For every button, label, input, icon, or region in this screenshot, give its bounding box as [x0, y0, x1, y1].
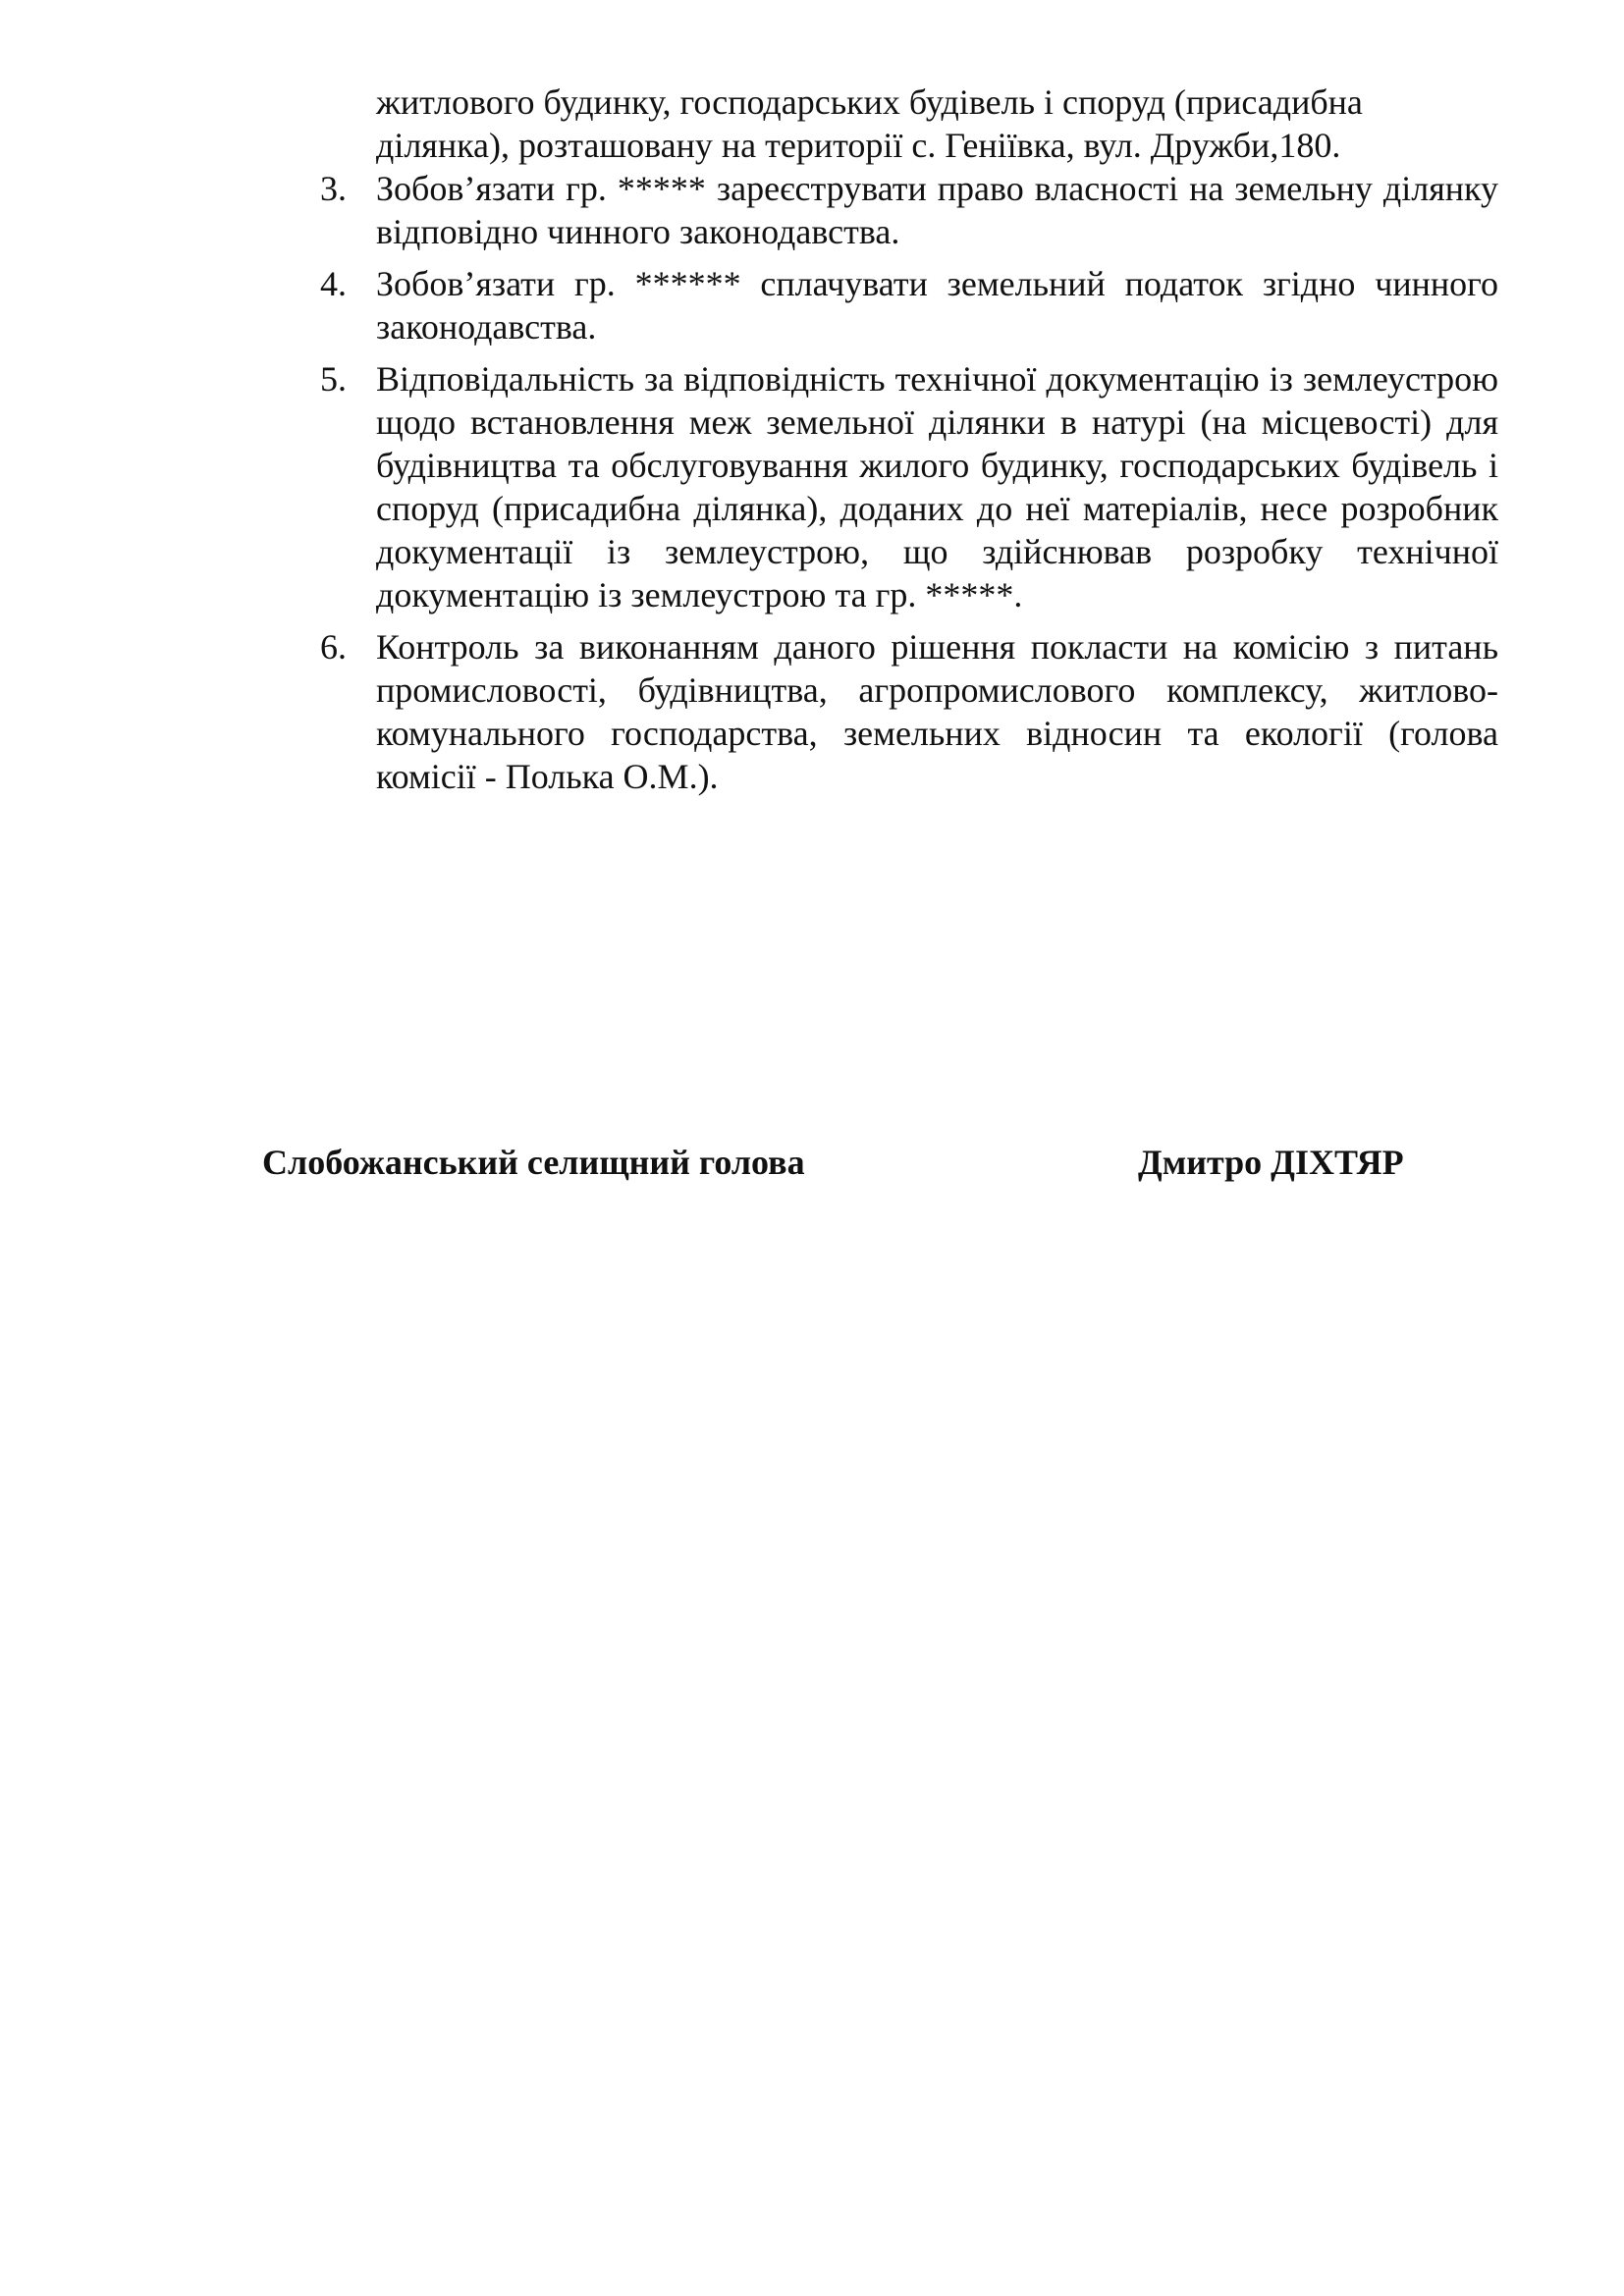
signatory-name: Дмитро ДІХТЯР	[1138, 1143, 1404, 1182]
item-number: 3.	[320, 169, 347, 208]
decision-item-4	[320, 262, 1498, 348]
item-number: 5.	[320, 359, 347, 399]
item-number: 6.	[320, 627, 347, 667]
item-text: Зобов’язати гр. ***** зареєструвати право власності на земельну ділянку відповідно чинного законодавства.	[376, 169, 1498, 251]
decision-item-5	[320, 357, 1498, 616]
signatory-position: Слобожанський селищний голова	[262, 1143, 805, 1182]
item-text: Відповідальність за відповідність технічної документацію із землеустрою щодо встановлення меж земельної ділянки в натурі (на місцевості) для будівництва та обслуговування жилого будинку, господарських будівель і споруд (присадибна ділянка), доданих до неї матеріалів, несе розробник документації із землеустрою, що здійснював розробку технічної документацію із землеустрою та гр. *****.	[376, 359, 1498, 614]
item-text: Зобов’язати гр. ****** сплачувати земельний податок згідно чинного законодавства.	[376, 264, 1498, 347]
decision-item-3	[320, 167, 1498, 253]
continuation-paragraph: житлового будинку, господарських будівель і споруд (присадибна ділянка), розташовану на території с. Геніївка, вул. Дружби,180.	[376, 82, 1363, 165]
decision-item-6	[320, 625, 1498, 798]
item-number: 4.	[320, 264, 347, 303]
item-text: Контроль за виконанням даного рішення покласти на комісію з питань промисловості, будівництва, агропромислового комплексу, житлово-комунального господарства, земельних відносин та екології (голова комісії - Полька О.М.).	[376, 627, 1498, 796]
decision-items-list	[320, 167, 1498, 807]
